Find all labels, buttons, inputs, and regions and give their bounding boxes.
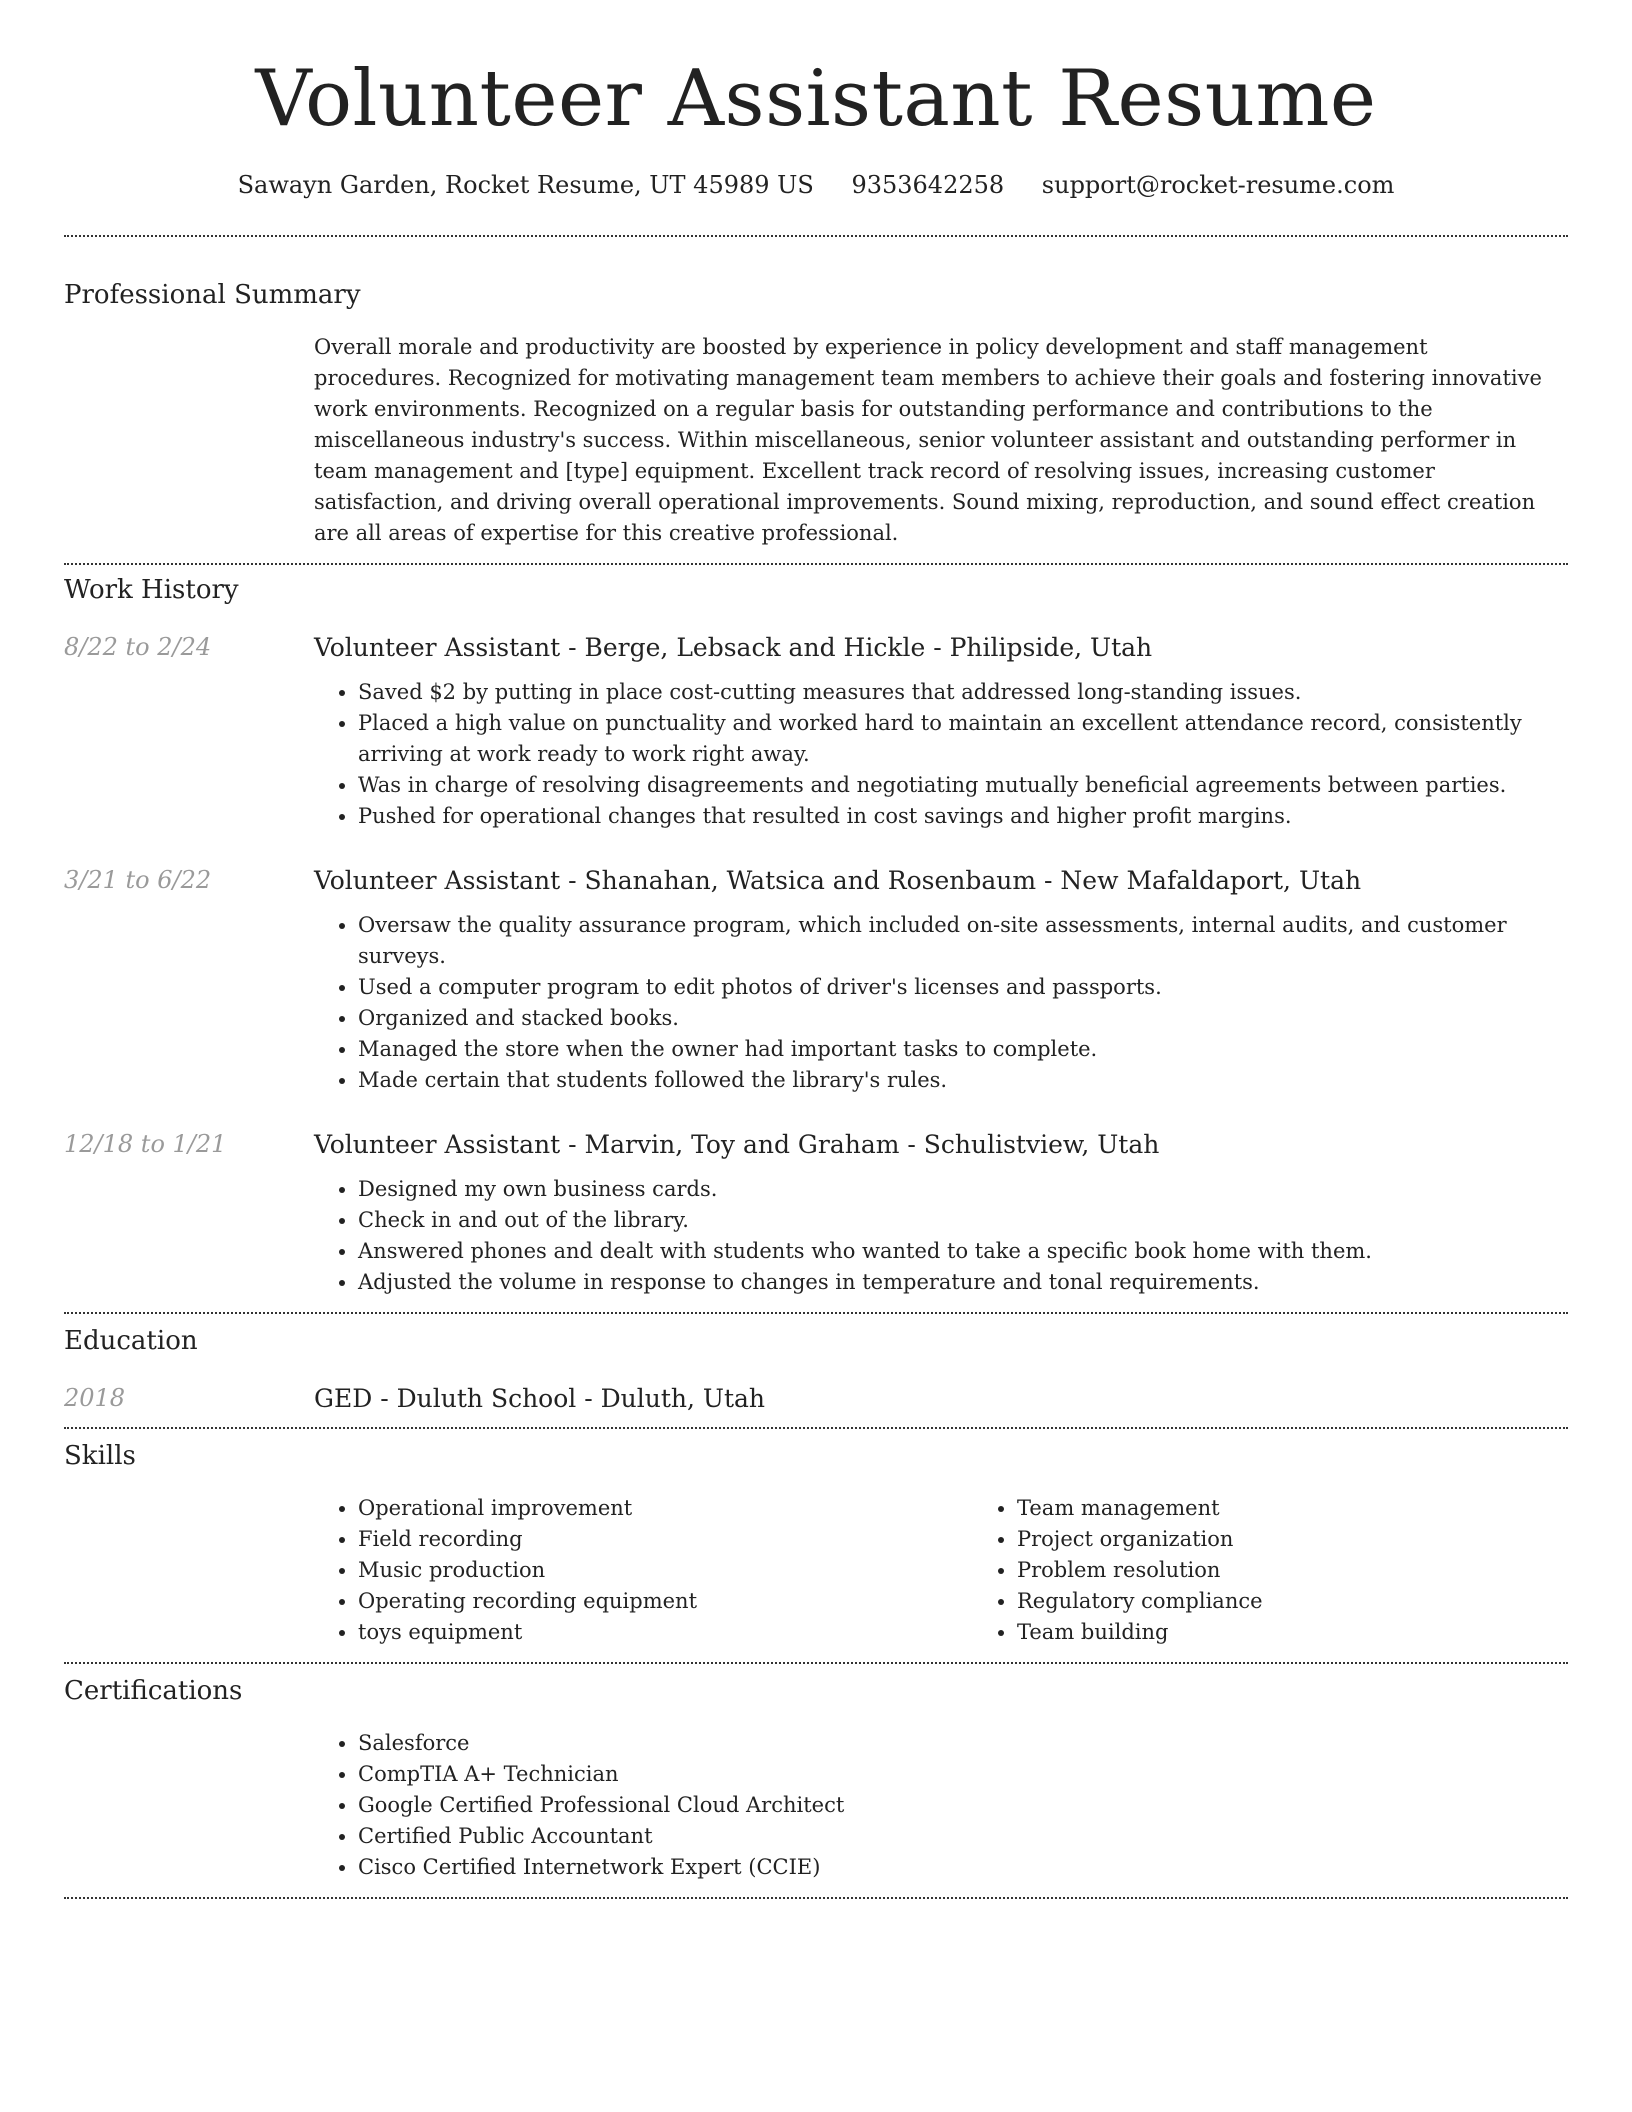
list-item: • Project organization [1017, 1524, 1632, 1555]
list-item: • Team management [1017, 1493, 1632, 1524]
job-bullets [314, 1174, 1568, 1298]
contact-address: Sawayn Garden, Rocket Resume, UT 45989 US [237, 171, 814, 199]
job-bullets [314, 677, 1568, 832]
divider [64, 1312, 1568, 1314]
summary-heading: Professional Summary [64, 280, 361, 310]
job-bullets [314, 910, 1568, 1096]
list-item: • Saved $2 by putting in place cost-cutting measures that addressed long-standing issues. [358, 677, 1568, 708]
list-item: • Made certain that students followed the library's rules. [358, 1065, 1568, 1096]
job-entry [64, 1130, 1568, 1298]
resume-page [64, 0, 1568, 1899]
education-title: GED - Duluth School - Duluth, Utah [314, 1384, 766, 1413]
job-entry [64, 633, 1568, 832]
list-item: • Regulatory compliance [1017, 1586, 1632, 1617]
divider [64, 1662, 1568, 1664]
divider [64, 235, 1568, 237]
job-dates: 3/21 to 6/22 [64, 866, 212, 894]
skills-column-right [973, 1493, 1632, 1648]
divider [64, 1897, 1568, 1899]
list-item: • Google Certified Professional Cloud Architect [358, 1790, 1568, 1821]
list-item: • Was in charge of resolving disagreements and negotiating mutually beneficial agreements between parties. [358, 770, 1568, 801]
list-item: • Used a computer program to edit photos of driver's licenses and passports. [358, 972, 1568, 1003]
list-item: • Adjusted the volume in response to changes in temperature and tonal requirements. [358, 1267, 1568, 1298]
list-item: • Operating recording equipment [358, 1586, 973, 1617]
education-heading: Education [64, 1326, 198, 1356]
list-item: • Check in and out of the library. [358, 1205, 1568, 1236]
job-title: Volunteer Assistant - Berge, Lebsack and Hickle - Philipside, Utah [314, 633, 1153, 662]
skills-column-left [314, 1493, 973, 1648]
summary-text: Overall morale and productivity are boosted by experience in policy development and staff management procedures. Recognized for motivating management team members to achieve their goals and fostering innovative work environments. Recognized on a regular basis for outstanding performance and contributions to the miscellaneous industry's success. Within miscellaneous, senior volunteer assistant and outstanding performer in team management and [type] equipment. Excellent track record of resolving issues, increasing customer satisfaction, and driving overall operational improvements. Sound mixing, reproduction, and sound effect creation are all areas of expertise for this creative professional. [314, 335, 1542, 545]
certifications-list [314, 1728, 1568, 1883]
job-dates: 12/18 to 1/21 [64, 1130, 227, 1158]
contact-phone: 9353642258 [851, 171, 1005, 199]
list-item: • CompTIA A+ Technician [358, 1759, 1568, 1790]
list-item: • Oversaw the quality assurance program, which included on-site assessments, internal audits, and customer surveys. [358, 910, 1568, 972]
list-item: • Answered phones and dealt with students who wanted to take a specific book home with them. [358, 1236, 1568, 1267]
job-dates: 8/22 to 2/24 [64, 633, 212, 661]
list-item: • Placed a high value on punctuality and worked hard to maintain an excellent attendance record, consistently arriving at work ready to work right away. [358, 708, 1568, 770]
contact-email: support@rocket-resume.com [1041, 171, 1395, 199]
list-item: • Pushed for operational changes that resulted in cost savings and higher profit margins. [358, 801, 1568, 832]
list-item: • Operational improvement [358, 1493, 973, 1524]
job-entry [64, 866, 1568, 1096]
divider [64, 1427, 1568, 1429]
skills-list [314, 1493, 1632, 1648]
list-item: • Certified Public Accountant [358, 1821, 1568, 1852]
certifications-heading: Certifications [64, 1676, 243, 1706]
list-item: • Organized and stacked books. [358, 1003, 1568, 1034]
resume-title: Volunteer Assistant Resume [255, 54, 1377, 144]
divider [64, 563, 1568, 565]
list-item: • Salesforce [358, 1728, 1568, 1759]
contact-line [64, 171, 1568, 199]
list-item: • Designed my own business cards. [358, 1174, 1568, 1205]
list-item: • Team building [1017, 1617, 1632, 1648]
job-title: Volunteer Assistant - Marvin, Toy and Graham - Schulistview, Utah [314, 1130, 1160, 1159]
list-item: • Cisco Certified Internetwork Expert (CCIE) [358, 1852, 1568, 1883]
education-entry [64, 1384, 1568, 1413]
work-history-heading: Work History [64, 575, 239, 605]
job-title: Volunteer Assistant - Shanahan, Watsica and Rosenbaum - New Mafaldaport, Utah [314, 866, 1362, 895]
list-item: • Music production [358, 1555, 973, 1586]
list-item: • Field recording [358, 1524, 973, 1555]
list-item: • Problem resolution [1017, 1555, 1632, 1586]
list-item: • Managed the store when the owner had important tasks to complete. [358, 1034, 1568, 1065]
education-year: 2018 [64, 1384, 126, 1412]
list-item: • toys equipment [358, 1617, 973, 1648]
skills-heading: Skills [64, 1441, 136, 1471]
